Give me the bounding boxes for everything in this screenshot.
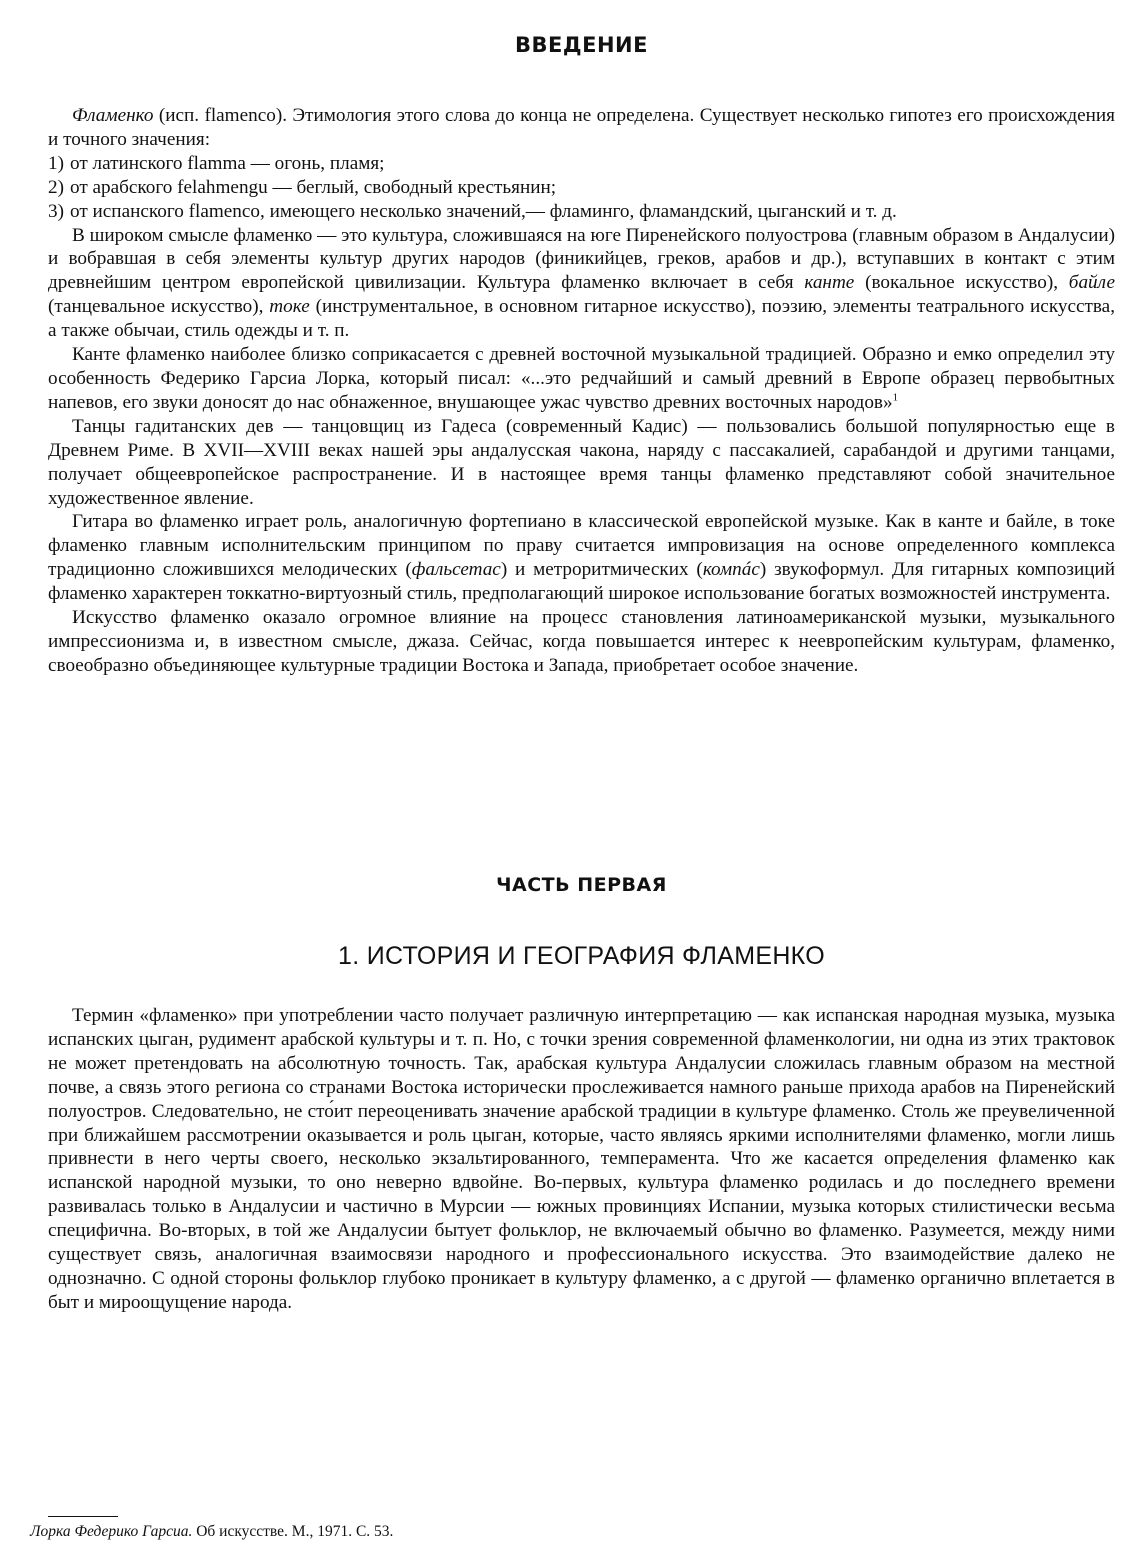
guitar-text-1: Гитара во фламенко играет роль, аналогичную фортепиано в классической европейской музыке. Как в канте и байле, в токе фламенко главным исполнительским принципом по праву считается импровизация на основе определенного комплекса традиционно сложившихся мелодических ( (48, 511, 1115, 581)
intro-heading: ВВЕДЕНИЕ (515, 33, 648, 57)
term-compas: компáс (702, 559, 760, 581)
etymology-text: от арабского felahmengu — беглый, свободный крестьянин; (70, 176, 557, 198)
definition-paragraph (48, 104, 1115, 152)
footnote-divider (48, 1516, 118, 1517)
culture-text-4: (инструментальное, в основном гитарное искусство), поэзию, элементы театрального искусства, а также обычаи, стиль одежды и т. п. (48, 296, 1115, 342)
etymology-number: 3) (48, 200, 64, 222)
footnote-author: Лорка Федерико Гарсиа. (30, 1523, 193, 1540)
guitar-paragraph (48, 510, 1115, 606)
etymology-number: 2) (48, 176, 64, 198)
footnote-ref: 1 (892, 391, 899, 404)
culture-text-2: (вокальное искусство), (854, 272, 1069, 294)
footnote-source: Об искусстве. М., 1971. С. 53. (192, 1523, 394, 1540)
influence-paragraph: Искусство фламенко оказало огромное влияние на процесс становления латиноамериканской музыки, музыкального импрессионизма и, в известном смысле, джаза. Сейчас, когда повышается интерес к неевропейским культурам, фламенко, своеобразно объединяющее культурные традиции Востока и Запада, приобретает особое значение. (48, 607, 1115, 676)
etymology-text: от латинского flamma — огонь, пламя; (70, 152, 385, 174)
culture-text-3: (танцевальное искусство), (48, 296, 270, 318)
etymology-item-3 (48, 200, 1115, 224)
chapter-heading: 1. ИСТОРИЯ И ГЕОГРАФИЯ ФЛАМЕНКО (338, 942, 825, 970)
etymology-number: 1) (48, 152, 64, 174)
footnote (30, 1522, 1030, 1542)
cante-text: Канте фламенко наиболее близко соприкасается с древней восточной музыкальной традицией. Образно и емко определил эту особенность Федерико Гарсиа Лорка, который писал: «...это редчайший и самый древний в Европе образец первобытных напевов, его звуки доносят до нас обнаженное, внушающее ужас чувство древних восточных народов» (48, 344, 1115, 413)
term-baile: байле (1068, 272, 1115, 294)
culture-paragraph (48, 224, 1115, 344)
etymology-item-1 (48, 152, 1115, 176)
term-cante: канте (804, 272, 855, 294)
etymology-text: от испанского flamenco, имеющего несколько значений,— фламинго, фламандский, цыганский и т. д. (70, 200, 897, 222)
dance-paragraph: Танцы гадитанских дев — танцовщиц из Гадеса (современный Кадис) — пользовались большой популярностью еще в Древнем Риме. В XVII—XVIII веках нашей эры андалусская чакона, наряду с пассакалией, сарабандой и другими танцами, получает общеевропейское распространение. И в настоящее время танцы фламенко представляют собой значительное художественное явление. (48, 415, 1115, 509)
guitar-text-3: ) звукоформул. Для гитарных композиций фламенко характерен токкатно-виртуозный стиль, предполагающий широкое использование богатых возможностей инструмента. (48, 559, 1116, 605)
part-heading: ЧАСТЬ ПЕРВАЯ (496, 874, 667, 896)
intro-section (48, 104, 1115, 678)
term-falsetas: фальсетас (411, 559, 501, 581)
cante-paragraph (48, 343, 1115, 415)
term-toque: токе (269, 296, 310, 318)
chapter-section (48, 1004, 1115, 1315)
guitar-text-2: ) и метроритмических ( (500, 559, 703, 581)
etymology-item-2 (48, 176, 1115, 200)
definition-term: Фламенко (72, 105, 154, 126)
culture-text-1: В широком смысле фламенко — это культура, сложившаяся на юге Пиренейского полуострова (главным образом в Андалусии) и вобравшая в себя элементы культур других народов (финикийцев, греков, арабов и др.), вступавших в контакт с этим древнейшим центром европейской цивилизации. Культура фламенко включает в себя (48, 224, 1115, 294)
chapter-paragraph: Термин «фламенко» при употреблении часто получает различную интерпретацию — как испанская народная музыка, музыка испанских цыган, рудимент арабской культуры и т. п. Но, с точки зрения современной фламенкологии, ни одна из этих трактовок не может претендовать на абсолютную точность. Так, арабская культура Андалусии сложилась главным образом на местной почве, а связь этого региона со странами Востока исторически прослеживается намного раньше прихода арабов на Пиренейский полуостров. Следовательно, не сто́ит переоценивать значение арабской традиции в культуре фламенко. Столь же преувеличенной при ближайшем рассмотрении оказывается и роль цыган, которые, часто являясь яркими исполнителями фламенко, могли лишь привнести в него черты своего, несколько экзальтированного, темперамента. Что же касается определения фламенко как испанской народной музыки, то оно неверно вдвойне. Во-первых, культура фламенко родилась и до последнего времени развивалась только в Андалусии и частично в Мурсии — южных провинциях Испании, музыка которых стилистически весьма специфична. Во-вторых, в той же Андалусии бытует фольклор, не включаемый обычно во фламенко. Разумеется, между ними существует связь, аналогичная взаимосвязи народного и профессионального искусства. Это взаимодействие далеко не однозначно. С одной стороны фольклор глубоко проникает в культуру фламенко, а с другой — фламенко органично вплетается в быт и мироощущение народа. (48, 1005, 1115, 1313)
definition-text: (исп. flamenco). Этимология этого слова до конца не определена. Существует несколько гипотез его происхождения и точного значения: (48, 105, 1115, 150)
